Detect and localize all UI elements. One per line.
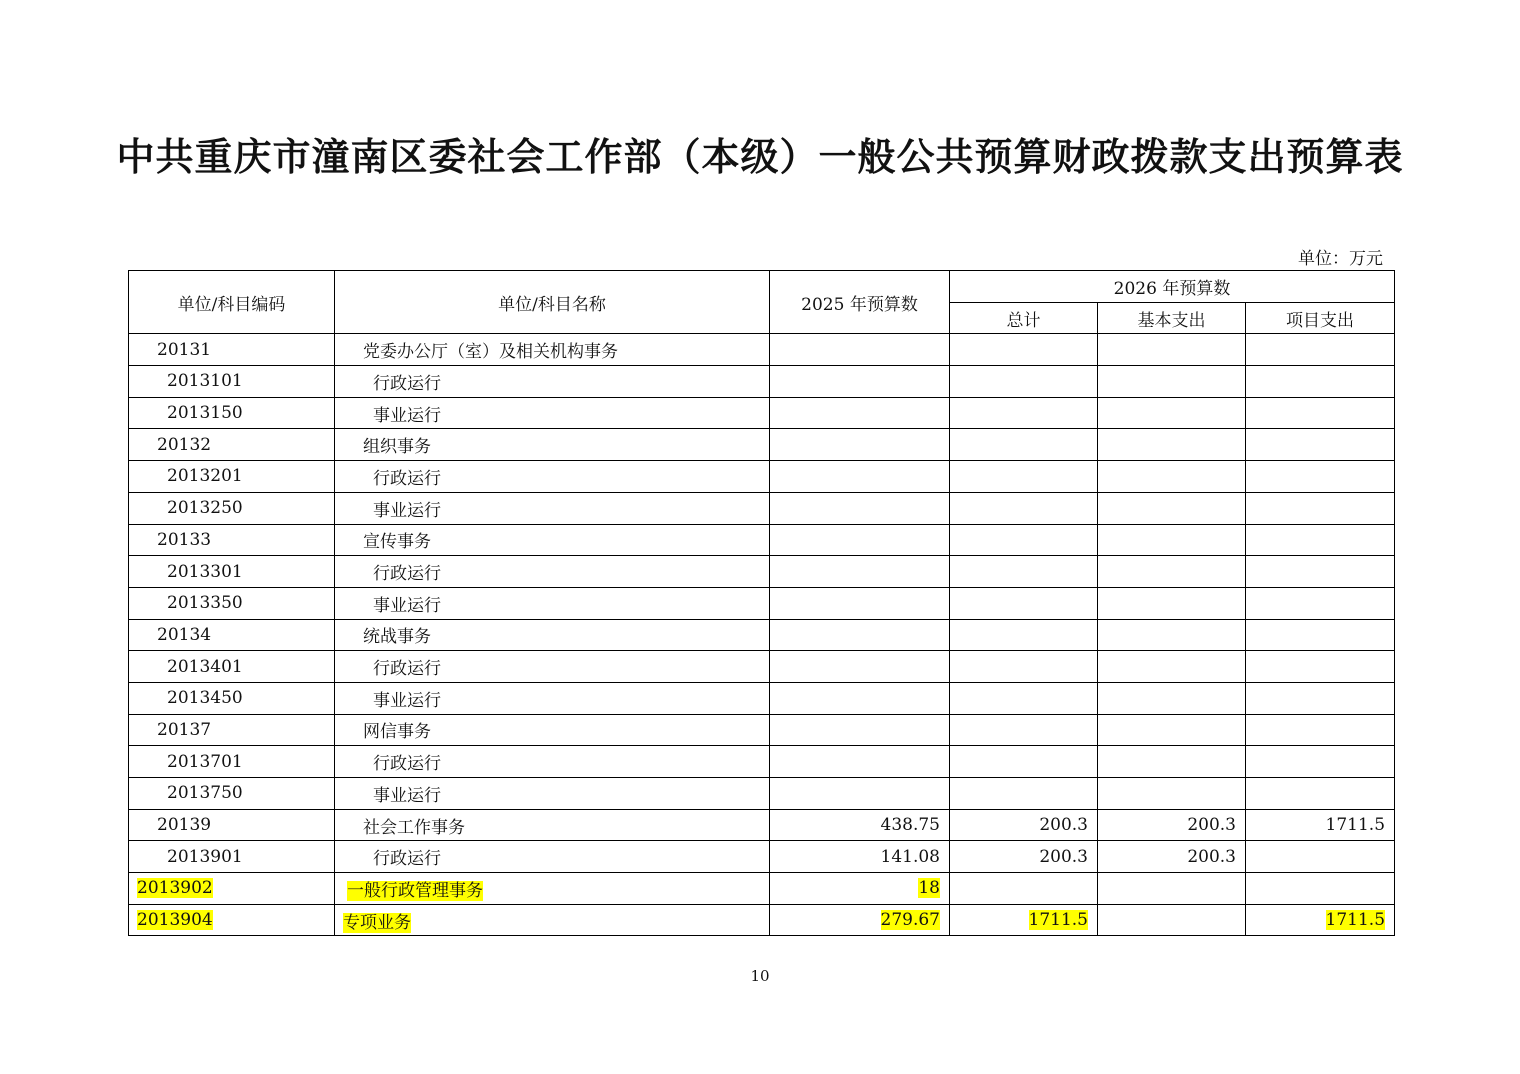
row-basic — [1098, 524, 1246, 556]
row-basic — [1098, 397, 1246, 429]
table-row — [129, 397, 1395, 429]
row-code: 2013750 — [129, 778, 335, 810]
row-basic — [1098, 461, 1246, 493]
header-total: 总计 — [950, 302, 1098, 334]
row-total — [950, 429, 1098, 461]
table-row — [129, 682, 1395, 714]
row-name: 事业运行 — [335, 587, 770, 619]
row-name: 党委办公厅（室）及相关机构事务 — [335, 334, 770, 366]
row-project — [1246, 524, 1395, 556]
row-name: 宣传事务 — [335, 524, 770, 556]
row-code: 20131 — [129, 334, 335, 366]
row-basic — [1098, 619, 1246, 651]
unit-label: 单位：万元 — [1298, 249, 1383, 269]
row-name: 社会工作事务 — [335, 809, 770, 841]
row-code: 20133 — [129, 524, 335, 556]
header-code: 单位/科目编码 — [129, 271, 335, 334]
row-total — [950, 397, 1098, 429]
row-name: 行政运行 — [335, 841, 770, 873]
row-name: 行政运行 — [335, 746, 770, 778]
row-code: 2013901 — [129, 841, 335, 873]
row-name: 事业运行 — [335, 778, 770, 810]
header-basic: 基本支出 — [1098, 302, 1246, 334]
table-row — [129, 746, 1395, 778]
row-total — [950, 587, 1098, 619]
row-code: 2013150 — [129, 397, 335, 429]
table-row — [129, 461, 1395, 493]
table-row — [129, 651, 1395, 683]
row-budget-2025 — [770, 524, 950, 556]
row-basic — [1098, 651, 1246, 683]
row-code: 2013250 — [129, 492, 335, 524]
row-code: 2013450 — [129, 682, 335, 714]
row-basic — [1098, 873, 1246, 905]
table-row — [129, 492, 1395, 524]
row-total — [950, 714, 1098, 746]
row-basic — [1098, 556, 1246, 588]
row-project — [1246, 746, 1395, 778]
row-budget-2025: 438.75 — [770, 809, 950, 841]
row-project — [1246, 682, 1395, 714]
row-budget-2025 — [770, 746, 950, 778]
table-row-highlighted — [129, 873, 1395, 905]
row-code: 20132 — [129, 429, 335, 461]
row-project — [1246, 619, 1395, 651]
row-name: 事业运行 — [335, 682, 770, 714]
row-code: 2013350 — [129, 587, 335, 619]
row-total: 200.3 — [950, 841, 1098, 873]
row-name: 专项业务 — [343, 912, 411, 933]
table-row — [129, 778, 1395, 810]
row-code: 2013101 — [129, 366, 335, 398]
row-total — [950, 746, 1098, 778]
row-budget-2025 — [770, 492, 950, 524]
row-project — [1246, 651, 1395, 683]
row-total — [950, 619, 1098, 651]
row-budget-2025 — [770, 366, 950, 398]
row-basic — [1098, 366, 1246, 398]
row-project — [1246, 873, 1395, 905]
table-row — [129, 841, 1395, 873]
row-project: 1711.5 — [1246, 809, 1395, 841]
row-project — [1246, 461, 1395, 493]
row-basic — [1098, 334, 1246, 366]
row-name: 行政运行 — [335, 461, 770, 493]
table-row — [129, 587, 1395, 619]
table-row — [129, 334, 1395, 366]
row-project — [1246, 714, 1395, 746]
row-budget-2025 — [770, 429, 950, 461]
row-budget-2025: 18 — [918, 878, 940, 899]
row-project — [1246, 429, 1395, 461]
row-budget-2025 — [770, 778, 950, 810]
table-row — [129, 556, 1395, 588]
row-total — [950, 492, 1098, 524]
table-row — [129, 809, 1395, 841]
row-budget-2025 — [770, 651, 950, 683]
row-total — [950, 556, 1098, 588]
row-budget-2025 — [770, 619, 950, 651]
row-project — [1246, 778, 1395, 810]
row-project — [1246, 841, 1395, 873]
row-project — [1246, 492, 1395, 524]
row-name: 事业运行 — [335, 397, 770, 429]
row-basic — [1098, 682, 1246, 714]
row-name: 网信事务 — [335, 714, 770, 746]
row-name: 组织事务 — [335, 429, 770, 461]
row-basic — [1098, 587, 1246, 619]
row-total — [950, 461, 1098, 493]
row-basic — [1098, 714, 1246, 746]
table-row — [129, 619, 1395, 651]
row-code: 2013904 — [137, 910, 213, 931]
row-budget-2025: 141.08 — [770, 841, 950, 873]
row-total — [950, 334, 1098, 366]
row-basic — [1098, 429, 1246, 461]
row-basic — [1098, 778, 1246, 810]
header-project: 项目支出 — [1246, 302, 1395, 334]
table-row — [129, 429, 1395, 461]
row-total: 1711.5 — [1028, 910, 1088, 931]
row-budget-2025: 279.67 — [880, 910, 940, 931]
row-budget-2025 — [770, 334, 950, 366]
page-title: 中共重庆市潼南区委社会工作部（本级）一般公共预算财政拨款支出预算表 — [116, 135, 1404, 179]
row-basic — [1098, 746, 1246, 778]
row-name: 统战事务 — [335, 619, 770, 651]
header-budget-2026: 2026 年预算数 — [950, 271, 1395, 303]
row-basic — [1098, 492, 1246, 524]
row-project — [1246, 397, 1395, 429]
row-name: 行政运行 — [335, 651, 770, 683]
row-basic: 200.3 — [1098, 809, 1246, 841]
row-total — [950, 873, 1098, 905]
row-basic: 200.3 — [1098, 841, 1246, 873]
row-project — [1246, 334, 1395, 366]
row-name: 行政运行 — [335, 556, 770, 588]
row-code: 2013301 — [129, 556, 335, 588]
row-basic — [1098, 904, 1246, 936]
table-row — [129, 366, 1395, 398]
row-project: 1711.5 — [1325, 910, 1386, 931]
row-code: 20134 — [129, 619, 335, 651]
row-code: 2013201 — [129, 461, 335, 493]
table-row — [129, 714, 1395, 746]
row-budget-2025 — [770, 714, 950, 746]
row-code: 20137 — [129, 714, 335, 746]
row-budget-2025 — [770, 556, 950, 588]
row-budget-2025 — [770, 682, 950, 714]
row-budget-2025 — [770, 397, 950, 429]
budget-table — [128, 270, 1395, 936]
row-project — [1246, 366, 1395, 398]
table-row — [129, 524, 1395, 556]
row-project — [1246, 587, 1395, 619]
row-budget-2025 — [770, 587, 950, 619]
table-row-highlighted — [129, 904, 1395, 936]
row-name: 一般行政管理事务 — [347, 880, 483, 901]
row-code: 2013401 — [129, 651, 335, 683]
row-total — [950, 682, 1098, 714]
row-code: 20139 — [129, 809, 335, 841]
row-name: 事业运行 — [335, 492, 770, 524]
header-name: 单位/科目名称 — [335, 271, 770, 334]
row-code: 2013701 — [129, 746, 335, 778]
row-name: 行政运行 — [335, 366, 770, 398]
row-total: 200.3 — [950, 809, 1098, 841]
row-total — [950, 366, 1098, 398]
row-budget-2025 — [770, 461, 950, 493]
page-number: 10 — [750, 967, 770, 985]
row-project — [1246, 556, 1395, 588]
header-budget-2025: 2025 年预算数 — [770, 271, 950, 334]
row-total — [950, 651, 1098, 683]
row-total — [950, 778, 1098, 810]
row-code: 2013902 — [137, 878, 213, 899]
row-total — [950, 524, 1098, 556]
